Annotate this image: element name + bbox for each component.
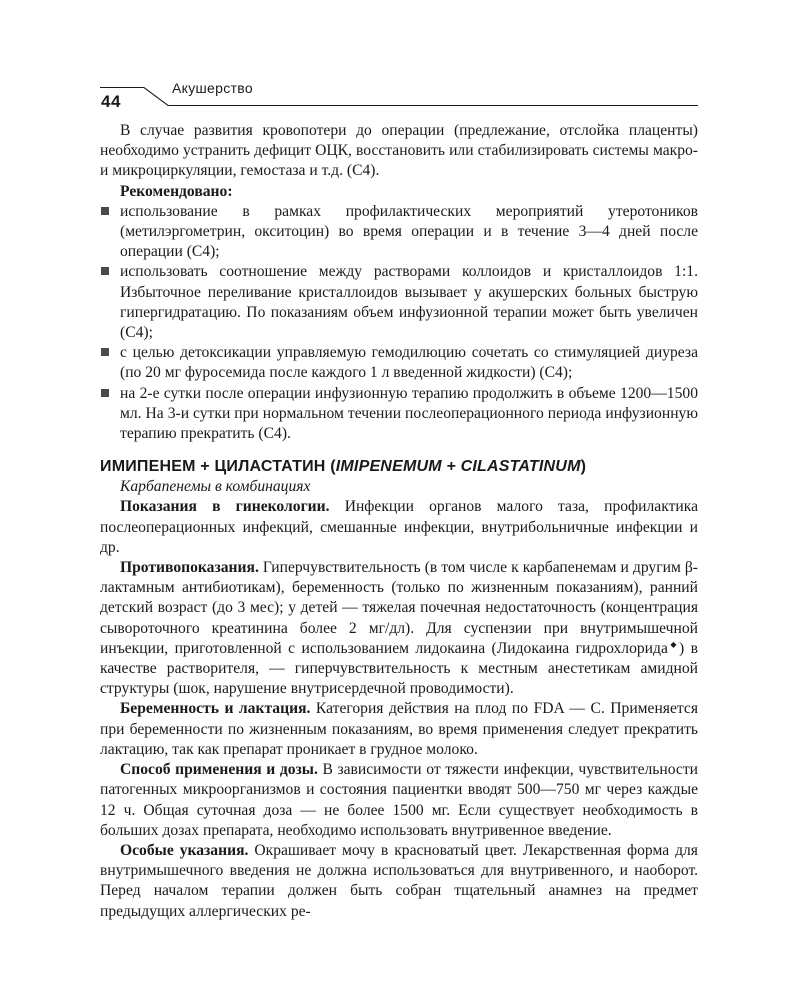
list-item: на 2-е сутки после операции инфузионную терапию продолжить в объеме 1200—1500 мл. На 3-и сутки при нормальном течении послеоперационного периода инфузионную терапию прекратить (С4). [100,384,698,445]
drug-title-ru: ИМИПЕНЕМ + ЦИЛАСТАТИН ( [100,458,336,476]
indications-paragraph [100,497,698,558]
list-item: с целью детоксикации управляемую гемодилюцию сочетать со стимуляцией диуреза (по 20 мг фуросемида после каждого 1 л введенной жидкости) (С4); [100,343,698,383]
list-item: использование в рамках профилактических мероприятий утеротоников (метилэргометрин, окситоцин) во время операции и в течение 3—4 дней после операции (С4); [100,202,698,263]
list-item: использовать соотношение между растворами коллоидов и кристаллоидов 1:1. Избыточное переливание кристаллоидов вызывает у акушерских больных быструю гипергидратацию. По показаниям объем инфузионной терапии может быть увеличен (С4); [100,262,698,343]
special-instructions-label: Особые указания. [120,841,249,859]
contraindications-text-1: Гиперчувствительность (в том числе к карбапенемам и другим β-лактамным антибиотикам), беременность (только по жизненным показаниям), ранний детский возраст (до 3 мес); у детей — тяжелая почечная недостаточность (концентрация сывороточного креатинина более 2 мг/дл). Для суспензии при внутримышечной инъекции, приготовленной с использованием лидокаина (Лидокаина гидрохлорида [100,559,698,657]
page-body [100,121,698,922]
dosage-text: В зависимости от тяжести инфекции, чувствительности патогенных микроорганизмов и состояния пациентки вводят 500—750 мг через каждые 12 ч. Общая суточная доза — не более 1500 мг. Если существует необходимость в больших дозах препарата, необходимо использовать внутривенное введение. [100,761,698,839]
drug-title [100,456,698,477]
drug-title-latin: IMIPENEMUM + CILASTATINUM [335,458,581,476]
contraindications-paragraph [100,558,698,699]
intro-paragraph: В случае развития кровопотери до операции (предлежание, отслойка плаценты) необходимо устранить дефицит ОЦК, восстановить или стабилизировать системы макро- и микроциркуляции, гемостаза и т.д. (С4). [100,122,698,180]
recommendations-list [100,202,698,444]
recommended-heading [100,182,698,202]
page-number: 44 [101,92,121,111]
dosage-paragraph [100,760,698,841]
pregnancy-label: Беременность и лактация. [120,700,311,718]
special-instructions-paragraph [100,841,698,922]
special-instructions-text: Окрашивает мочу в красноватый цвет. Лекарственная форма для внутримышечного введения не должна использоваться для внутривенного, и наоборот. Перед началом терапии должен быть собран тщательный анамнез на предмет предыдущих аллергических ре- [100,841,698,920]
pregnancy-text: Категория действия на плод по FDA — С. Применяется при беременности по жизненным показаниям, во время применения следует прекратить лактацию, так как препарат проникает в грудное молоко. [100,700,698,758]
running-header [100,76,698,116]
contraindications-text-2: ) в качестве растворителя, — гиперчувствительность к местным анестетикам амидной структуры (шок, нарушение внутрисердечной проводимости). [100,639,698,698]
drug-title-close: ) [580,458,587,476]
dosage-label: Способ применения и дозы. [120,761,318,779]
indications-text: Инфекции органов малого таза, профилактика послеоперационных инфекций, смешанные инфекции, внутрибольничные инфекции и др. [100,498,698,556]
pregnancy-paragraph [100,699,698,760]
contraindications-label: Противопоказания. [120,559,259,577]
registered-mark: ◆ [667,639,680,649]
drug-class: Карбапенемы в комбинациях [120,478,311,496]
section-title: Акушерство [172,80,253,96]
recommended-label: Рекомендовано: [120,182,233,200]
indications-label: Показания в гинекологии. [120,498,330,516]
